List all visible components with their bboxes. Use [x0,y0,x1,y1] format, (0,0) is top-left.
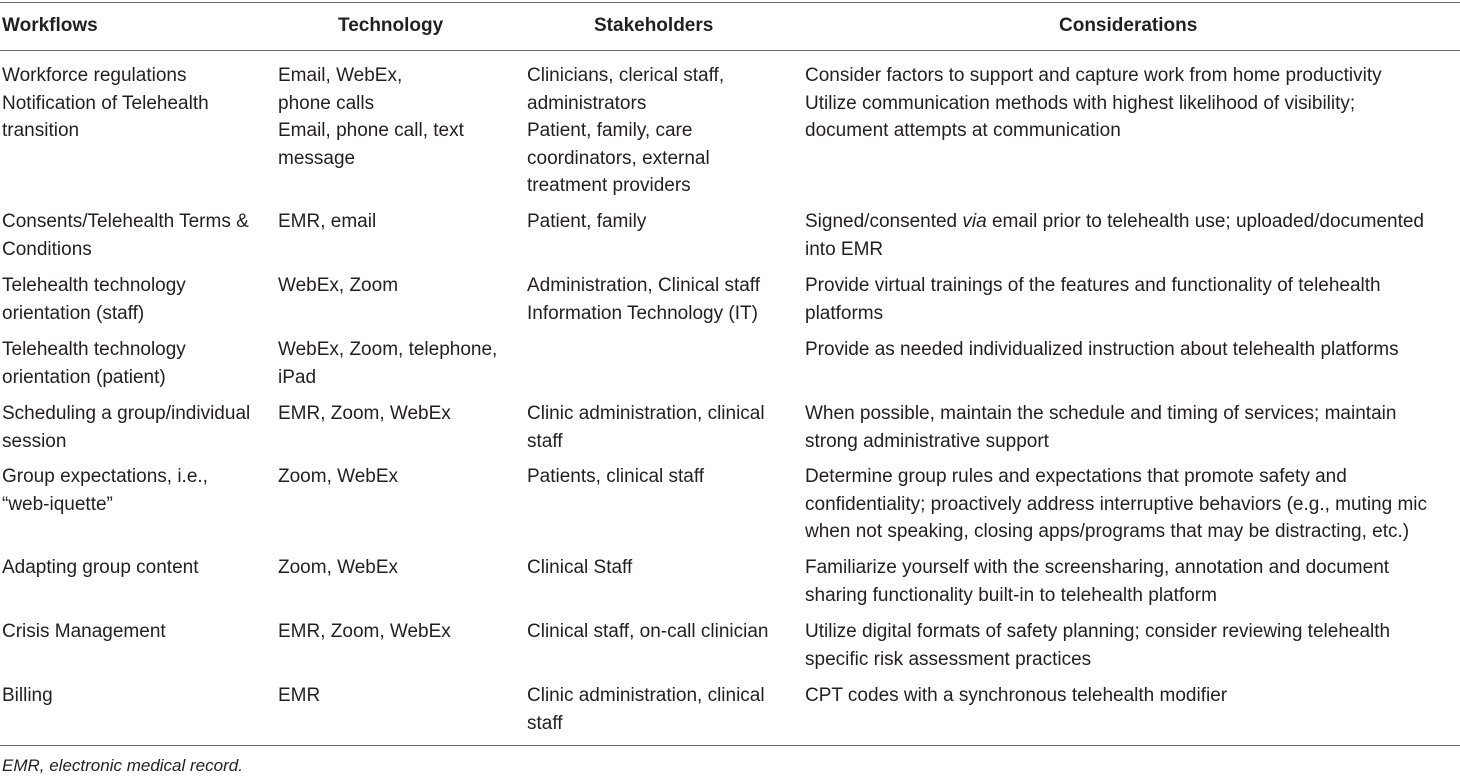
cell-stakeholders: Clinical staff, on-call clinician [527,621,769,642]
table-bottom-rule [0,745,1460,746]
considerations-text: Utilize digital formats of safety planning; consider reviewing telehealth specific risk assessment practices [805,621,1391,670]
cell-stakeholders: Clinic administration, clinical staff [527,403,765,452]
cell-technology: EMR, Zoom, WebEx [278,621,451,642]
cell-considerations [805,336,1457,364]
cell-considerations [805,554,1457,609]
considerations-text: Provide as needed individualized instruction about telehealth platforms [805,339,1399,360]
header-considerations: Considerations [1059,15,1198,36]
cell-workflow: Telehealth technology orientation (staff) [2,275,186,324]
header-technology: Technology [338,15,444,36]
cell-technology: EMR, Zoom, WebEx [278,403,451,424]
header-workflows: Workflows [2,15,98,36]
cell-workflow: Adapting group content [2,557,199,578]
cell-workflow: Crisis Management [2,621,166,642]
cell-technology: EMR, email [278,211,377,232]
cell-workflow: Group expectations, i.e., “web-iquette” [2,466,208,515]
considerations-text: CPT codes with a synchronous telehealth modifier [805,685,1228,706]
cell-workflow: Consents/Telehealth Terms & Conditions [2,211,249,260]
cell-considerations [805,463,1457,546]
cell-workflow: Workforce regulations Notification of Telehealth transition [2,65,209,141]
considerations-text: When possible, maintain the schedule and timing of services; maintain strong administrative support [805,403,1397,452]
header-stakeholders: Stakeholders [594,15,714,36]
cell-technology: Email, WebEx, phone calls Email, phone call, text message [278,65,464,169]
cell-stakeholders: Clinicians, clerical staff, administrators Patient, family, care coordinators, external treatment providers [527,65,725,196]
cell-workflow: Scheduling a group/individual session [2,403,251,452]
header-rule [0,50,1460,51]
cell-technology: Zoom, WebEx [278,557,399,578]
cell-stakeholders: Patients, clinical staff [527,466,705,487]
considerations-text: Familiarize yourself with the screensharing, annotation and document sharing functionality built-in to telehealth platform [805,557,1390,606]
cell-considerations [805,618,1457,673]
table-top-rule [0,2,1460,3]
considerations-text: Signed/consented [805,211,963,232]
cell-considerations [805,208,1457,263]
cell-stakeholders: Clinic administration, clinical staff [527,685,765,734]
cell-stakeholders: Administration, Clinical staff Information Technology (IT) [527,275,761,324]
considerations-text: Consider factors to support and capture work from home productivity Utilize communication methods with highest likelihood of visibility; document attempts at communication [805,65,1382,141]
considerations-emphasis: via [962,211,987,232]
considerations-text: Determine group rules and expectations that promote safety and confidentiality; proactively address interruptive behaviors (e.g., muting mic when not speaking, closing apps/programs that may be distracting, etc.) [805,466,1428,542]
table-footnote: EMR, electronic medical record. [2,756,243,775]
cell-technology: EMR [278,685,321,706]
cell-technology: Zoom, WebEx [278,466,399,487]
cell-stakeholders: Clinical Staff [527,557,633,578]
cell-workflow: Telehealth technology orientation (patient) [2,339,186,388]
cell-stakeholders: Patient, family [527,211,647,232]
cell-technology: WebEx, Zoom [278,275,399,296]
cell-considerations [805,682,1457,710]
cell-technology: WebEx, Zoom, telephone, iPad [278,339,498,388]
cell-considerations [805,272,1457,327]
cell-considerations [805,400,1457,455]
considerations-text: Provide virtual trainings of the features and functionality of telehealth platforms [805,275,1381,324]
considerations-text-cont: email prior to telehealth use; uploaded/documented into EMR [805,211,1424,260]
cell-workflow: Billing [2,685,53,706]
cell-considerations [805,62,1457,145]
